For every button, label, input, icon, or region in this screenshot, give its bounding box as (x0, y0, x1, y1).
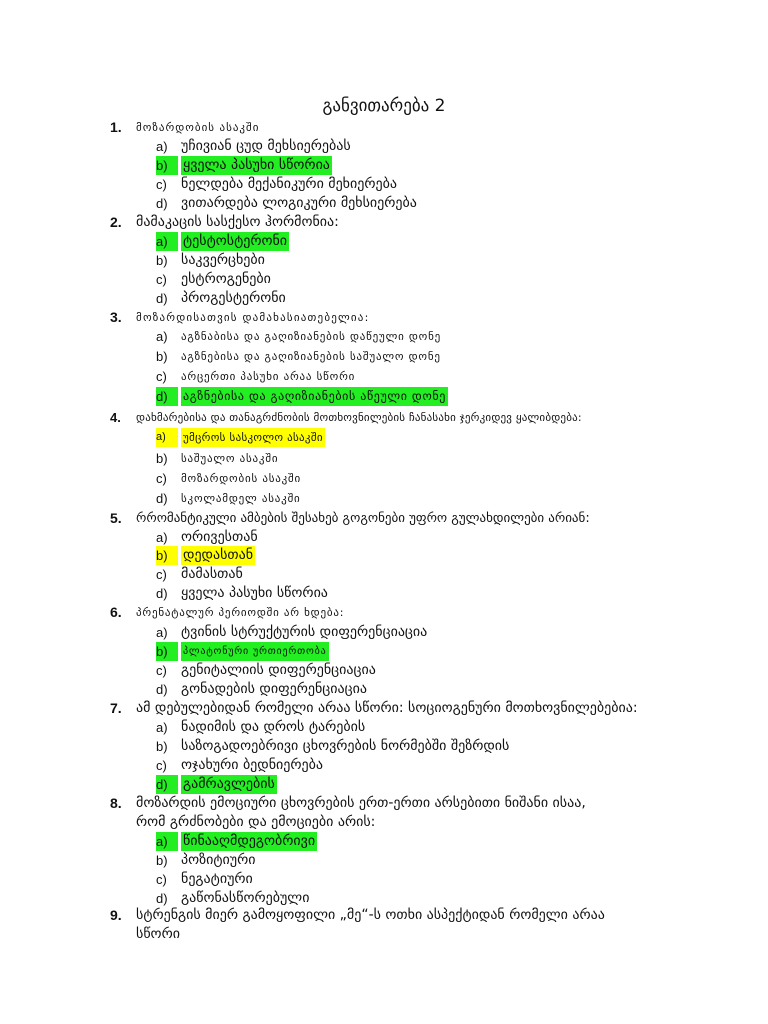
question-text: მოზარდისათვის დამახასიათებელია: (136, 311, 370, 324)
option-label: a) (156, 832, 178, 851)
option-label: a) (156, 329, 168, 344)
question-text: მოზარდობის ასაკში (136, 121, 260, 134)
question-text: მამაკაცის სასქესო ჰორმონია: (136, 214, 339, 230)
option-text: ორივესთან (181, 529, 258, 545)
option-text: ყველა პასუხი სწორია (181, 585, 328, 601)
option-text: საკვერცხები (181, 252, 265, 268)
option-text: პროგესტერონი (181, 290, 286, 306)
option-label: c) (156, 272, 167, 287)
option-label: d) (156, 682, 168, 697)
option-label: d) (156, 891, 168, 906)
option-text: ვითარდება ლოგიკური მეხსიერება (181, 195, 417, 211)
page-title: განვითარება 2 (322, 96, 446, 116)
option-text: ტესტოსტერონი (183, 233, 288, 249)
option-text: ოჯახური ბედნიერება (181, 757, 324, 773)
option-text: გამრავლების (183, 776, 275, 792)
question-number: 5. (110, 510, 122, 526)
option-text: გაწონასწორებული (181, 890, 310, 906)
question-text: რრომანტიკული ამბების შესახებ გოგონები უფრო გულახდილები არიან: (136, 511, 590, 526)
question-number: 9. (110, 907, 122, 923)
question-number: 8. (110, 795, 122, 811)
question-number: 7. (110, 700, 122, 716)
option-text: გენიტალიის დიფერენციაცია (181, 662, 376, 678)
option-label: b) (156, 156, 178, 175)
option-text: სკოლამდელ ასაკში (181, 492, 301, 505)
option-label: b) (156, 739, 168, 754)
option-text: მოზარდობის ასაკში (181, 472, 302, 485)
option-label: a) (156, 625, 168, 640)
question-number: 1. (110, 119, 122, 135)
option-text: დედასთან (183, 547, 254, 563)
option-label: c) (156, 177, 167, 192)
option-label: d) (156, 196, 168, 211)
option-text: გონადების დიფერენციაცია (181, 681, 368, 697)
option-text: უჩივიან ცუდ მეხსიერებას (181, 138, 351, 154)
option-text: აგზნებისა და გაღიზიანების საშუალო დონე (181, 350, 441, 363)
question-text: სტრენგის მიერ გამოყოფილი „მე“-ს ოთხი ასპექტიდან რომელი არაა სწორი (136, 907, 605, 942)
option-label: a) (156, 530, 168, 545)
option-label: c) (156, 872, 167, 887)
question-text: პრენატალურ პერიოდში არ ხდება: (136, 606, 345, 619)
option-text: ტვინის სტრუქტურის დიფერენციაცია (181, 624, 428, 640)
option-label: c) (156, 471, 167, 486)
option-text: მამასთან (181, 566, 243, 582)
option-label: d) (156, 491, 168, 506)
option-text: პოზიტიური (181, 852, 256, 868)
option-text: არცერთი პასუხი არაა სწორი (181, 370, 356, 383)
option-label: c) (156, 663, 167, 678)
option-label: c) (156, 369, 167, 384)
option-text: აგზნებისა და გაღიზიანების აწეული დონე (181, 387, 448, 406)
option-text: ნეგატიური (181, 871, 253, 887)
option-text: საზოგადოებრივი ცხოვრების ნორმებში შეზრდის (181, 738, 510, 754)
option-text: საშუალო ასაკში (181, 452, 279, 465)
option-label: d) (156, 387, 178, 406)
option-label: a) (156, 720, 168, 735)
option-label: b) (156, 253, 168, 268)
option-text: აგზნაბისა და გაღიზიანების დაწეული დონე (181, 330, 442, 343)
question-number: 3. (110, 309, 122, 325)
option-label: b) (156, 642, 178, 661)
question-number: 6. (110, 604, 122, 620)
option-label: b) (156, 853, 168, 868)
option-label: c) (156, 758, 167, 773)
question-number: 4. (110, 410, 121, 425)
option-label: c) (156, 567, 167, 582)
option-text: ნელდება მექანიკური მეხიერება (181, 176, 397, 192)
option-label: a) (156, 232, 178, 251)
question-text: ამ დებულებიდან რომელი არაა სწორი: სოციოგენური მოთხოვნილებებია: (136, 700, 638, 716)
option-text: პლატონური ურთიერთობა (181, 642, 329, 661)
question-number: 2. (110, 214, 122, 230)
option-label: b) (156, 349, 168, 364)
option-text: უმცროს სასკოლო ასაკში (181, 428, 325, 447)
option-text: ყველა პასუხი სწორია (183, 157, 330, 173)
question-text: დახმარებისა და თანაგრძნობის მოთხოვნილების ჩანასახი ჯერკიდევ ყალიბდება: (136, 411, 582, 424)
option-label: b) (156, 451, 168, 466)
option-label: d) (156, 291, 168, 306)
option-text: ესტროგენები (181, 271, 271, 287)
option-label: d) (156, 775, 178, 794)
option-label: a) (156, 139, 168, 154)
option-label: d) (156, 586, 168, 601)
option-label: a) (156, 428, 178, 447)
option-text: ნადიმის და დროს ტარების (181, 719, 366, 735)
question-text: მოზარდის ემოციური ცხოვრების ერთ-ერთი არსებითი ნიშანი ისაა, რომ გრძნობები და ემოციები არის: (136, 795, 586, 830)
option-text: წინააღმდეგობრივი (183, 833, 316, 849)
option-label: b) (156, 546, 178, 565)
